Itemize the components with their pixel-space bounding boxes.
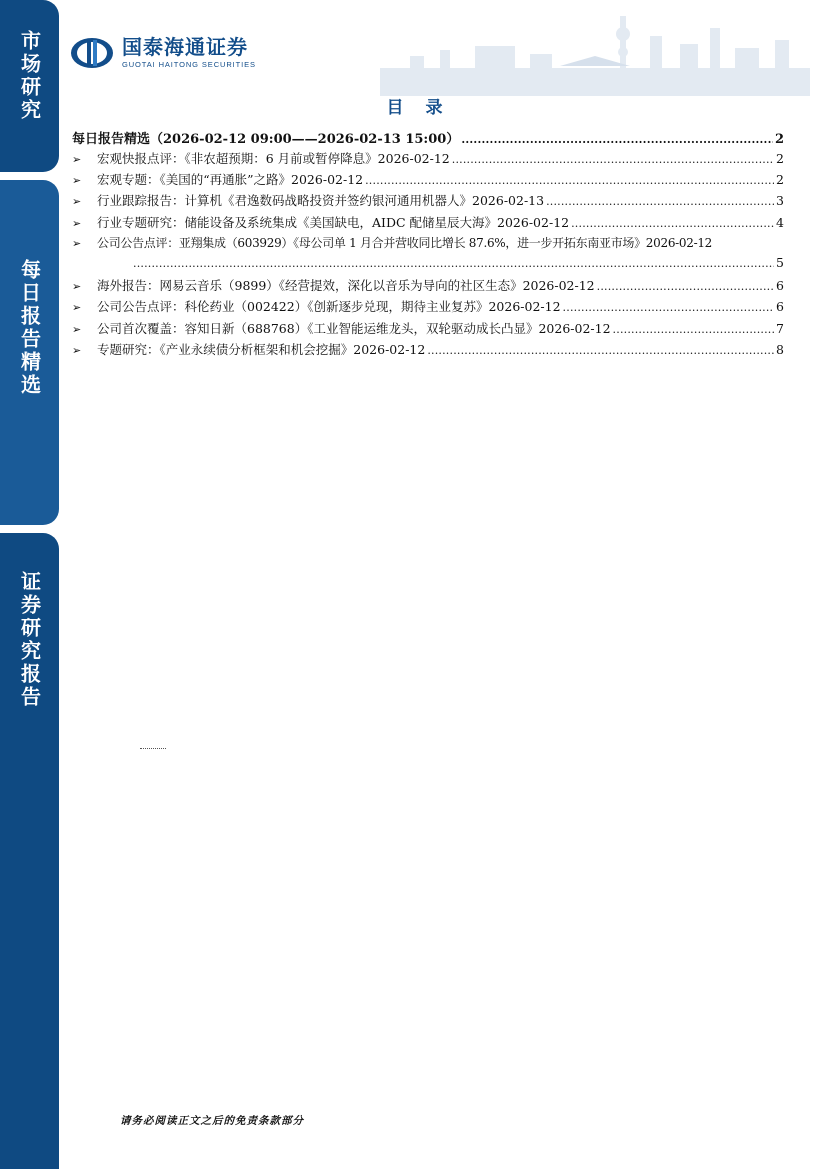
- toc-entry[interactable]: [72, 297, 784, 318]
- toc-entry[interactable]: [72, 340, 784, 361]
- toc-entry-text: 专题研究：《产业永续债分析框架和机会挖掘》2026-02-12: [97, 341, 426, 357]
- toc-entry-text: 公司公告点评：科伦药业（002422）《创新逐步兑现，期待主业复苏》2026-02-12: [97, 299, 561, 315]
- bullet-arrow-icon: ➢: [72, 153, 82, 166]
- bullet-arrow-icon: ➢: [72, 322, 82, 336]
- bullet-arrow-icon: ➢: [72, 301, 82, 315]
- toc-entry-text: 行业专题研究：储能设备及系统集成《美国缺电，AIDC 配储星辰大海》2026-02-12: [97, 214, 570, 230]
- toc-entry-text: 宏观专题：《美国的“再通胀”之路》2026-02-12: [97, 172, 364, 188]
- toc-entry[interactable]: [72, 234, 784, 255]
- toc-entry-text: 海外报告：网易云音乐（9899）《经营提效，深化以音乐为导向的社区生态》2026-02-12: [97, 278, 595, 294]
- toc-entry-continuation[interactable]: [72, 255, 784, 276]
- toc-leader-dots: [546, 195, 774, 208]
- toc-entry-text: 公司公告点评：亚翔集成（603929）《母公司单 1 月合并营收同比增长 87.6%，进一步开拓东南亚市场》2026-02-12: [97, 235, 712, 250]
- toc-leader-dots: [427, 344, 774, 357]
- toc-leader-dots: [461, 133, 773, 146]
- toc-page-number: 8: [776, 341, 784, 357]
- logo-mark-icon: [70, 37, 114, 69]
- bullet-arrow-icon: ➢: [72, 280, 82, 294]
- toc-leader-dots: [133, 257, 774, 270]
- bullet-arrow-icon: ➢: [72, 216, 82, 230]
- toc-page-number: 6: [776, 278, 784, 294]
- footer-disclaimer: 请务必阅读正文之后的免责条款部分: [120, 1115, 304, 1127]
- toc-page-number: 2: [776, 172, 784, 188]
- toc-entry[interactable]: [72, 170, 784, 191]
- toc-page-number: 5: [776, 254, 784, 270]
- company-logo: [70, 36, 256, 69]
- toc-page-number: 7: [776, 320, 784, 336]
- toc-heading-text: 每日报告精选（2026-02-12 09:00——2026-02-13 15:00）: [72, 132, 460, 147]
- small-mark-divider: [140, 748, 166, 750]
- table-of-contents: [72, 128, 784, 361]
- toc-entry-text: 宏观快报点评：《非农超预期：6 月前或暂停降息》2026-02-12: [97, 151, 450, 166]
- toc-heading-entry[interactable]: [72, 128, 784, 149]
- sidebar-tab-securities-research: [0, 533, 59, 1169]
- toc-page-number: 6: [776, 299, 784, 315]
- sidebar-tab-label: 市场研究: [17, 30, 42, 122]
- toc-page-number: 2: [776, 151, 784, 166]
- company-name-cn: 国泰海通证券: [122, 35, 248, 59]
- toc-leader-dots: [452, 153, 774, 166]
- toc-entry-text: 公司首次覆盖：容知日新（688768）《工业智能运维龙头，双轮驱动成长凸显》2026-02-12: [97, 320, 611, 336]
- sidebar-tab-label: 每日报告精选: [17, 258, 42, 397]
- bullet-arrow-icon: ➢: [72, 195, 82, 209]
- toc-leader-dots: [597, 280, 774, 293]
- bullet-arrow-icon: ➢: [72, 343, 82, 357]
- sidebar-tab-label: 证券研究报告: [17, 571, 42, 709]
- toc-entry[interactable]: [72, 276, 784, 297]
- toc-title: 目 录: [386, 98, 451, 118]
- sidebar-tab-daily-selection: [0, 180, 59, 525]
- sidebar: [0, 0, 59, 1169]
- toc-leader-dots: [563, 301, 775, 314]
- toc-entry-text: 行业跟踪报告：计算机《君逸数码战略投资并签约银河通用机器人》2026-02-13: [97, 193, 545, 209]
- bullet-arrow-icon: ➢: [72, 174, 82, 188]
- bullet-arrow-icon: ➢: [72, 236, 82, 250]
- toc-entry[interactable]: [72, 191, 784, 212]
- toc-page-number: 3: [776, 193, 784, 209]
- toc-leader-dots: [365, 174, 774, 187]
- city-skyline-watermark: [380, 6, 810, 96]
- toc-page-number: 2: [774, 132, 784, 147]
- sidebar-tab-market-research: [0, 0, 59, 172]
- toc-page-number: 4: [776, 214, 784, 230]
- toc-leader-dots: [613, 323, 775, 336]
- toc-entry[interactable]: [72, 149, 784, 170]
- toc-leader-dots: [571, 217, 774, 230]
- toc-entry[interactable]: [72, 213, 784, 234]
- toc-entry[interactable]: [72, 319, 784, 340]
- company-name-en: GUOTAI HAITONG SECURITIES: [122, 60, 256, 69]
